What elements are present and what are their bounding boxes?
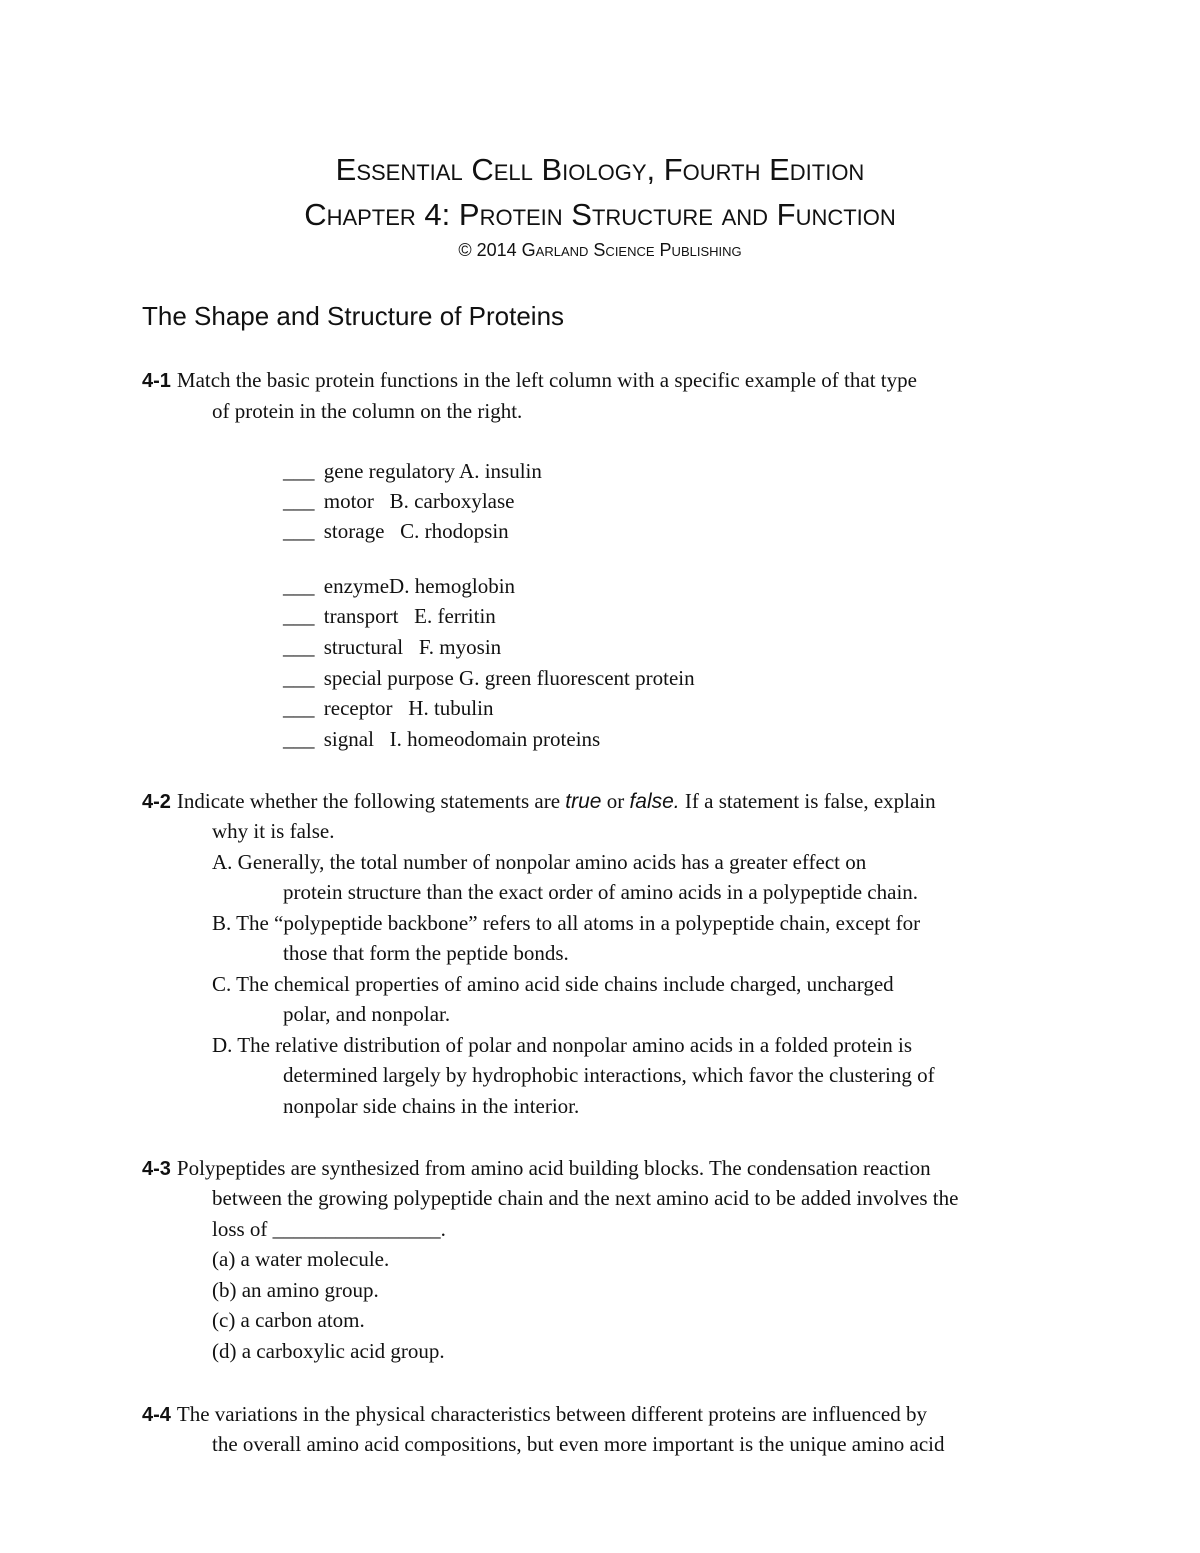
question-text-end: If a statement is false, explain bbox=[684, 789, 936, 813]
answer-blank: ___ bbox=[283, 696, 315, 720]
false-word: false. bbox=[629, 790, 680, 813]
question-text-continued: why it is false. bbox=[212, 819, 335, 843]
question-text: Indicate whether the following statements are bbox=[176, 789, 561, 813]
book-title: Essential Cell Biology, Fourth Edition bbox=[335, 152, 865, 187]
statement-a-continued: protein structure than the exact order of amino acids in a polypeptide chain. bbox=[283, 880, 919, 904]
match-function: structural bbox=[323, 635, 404, 659]
statement-c: C. The chemical properties of amino acid side chains include charged, uncharged bbox=[212, 972, 894, 996]
question-number: 4-3 bbox=[142, 1158, 171, 1180]
statement-d: D. The relative distribution of polar and nonpolar amino acids in a folded protein is bbox=[212, 1033, 913, 1057]
match-row bbox=[283, 726, 600, 752]
true-word: true bbox=[565, 790, 602, 813]
match-function: enzyme bbox=[323, 574, 390, 598]
question-number: 4-4 bbox=[142, 1404, 171, 1426]
option-a: (a) a water molecule. bbox=[212, 1247, 390, 1271]
answer-blank: ___ bbox=[283, 666, 315, 690]
question-text: Match the basic protein functions in the left column with a specific example of that type bbox=[176, 368, 917, 392]
copyright-line: © 2014 Garland Science Publishing bbox=[458, 240, 742, 260]
match-function: signal bbox=[323, 727, 374, 751]
match-row bbox=[283, 665, 695, 691]
statement-b-continued: those that form the peptide bonds. bbox=[283, 941, 569, 965]
match-row bbox=[283, 695, 493, 721]
statement-a: A. Generally, the total number of nonpolar amino acids has a greater effect on bbox=[212, 850, 867, 874]
answer-blank: ___ bbox=[283, 635, 315, 659]
or-word: or bbox=[606, 789, 625, 813]
option-b: (b) an amino group. bbox=[212, 1278, 379, 1302]
statement-d-continued: nonpolar side chains in the interior. bbox=[283, 1094, 580, 1118]
match-function: special purpose bbox=[323, 666, 454, 690]
match-function: storage bbox=[323, 519, 385, 543]
match-row bbox=[283, 573, 515, 599]
match-example: D. hemoglobin bbox=[389, 574, 516, 598]
match-example: B. carboxylase bbox=[389, 489, 515, 513]
question-text: Polypeptides are synthesized from amino acid building blocks. The condensation reaction bbox=[176, 1156, 931, 1180]
question-4-4 bbox=[142, 1401, 927, 1428]
match-function: motor bbox=[323, 489, 374, 513]
option-c: (c) a carbon atom. bbox=[212, 1308, 365, 1332]
match-row bbox=[283, 634, 501, 660]
question-4-2 bbox=[142, 788, 936, 815]
question-text-continued: the overall amino acid compositions, but even more important is the unique amino acid bbox=[212, 1432, 945, 1456]
answer-blank: ___ bbox=[283, 519, 315, 543]
question-4-1 bbox=[142, 367, 917, 394]
question-4-3 bbox=[142, 1155, 931, 1182]
match-function: gene regulatory bbox=[323, 459, 455, 483]
answer-blank: ___ bbox=[283, 489, 315, 513]
chapter-title: Chapter 4: Protein Structure and Function bbox=[304, 197, 896, 232]
match-function: receptor bbox=[323, 696, 393, 720]
match-example: C. rhodopsin bbox=[400, 519, 509, 543]
match-example: H. tubulin bbox=[408, 696, 494, 720]
statement-d-continued: determined largely by hydrophobic interactions, which favor the clustering of bbox=[283, 1063, 935, 1087]
match-row bbox=[283, 518, 509, 544]
answer-blank: ___ bbox=[283, 459, 315, 483]
section-title: The Shape and Structure of Proteins bbox=[142, 301, 565, 331]
question-text-continued: of protein in the column on the right. bbox=[212, 399, 523, 423]
question-number: 4-2 bbox=[142, 791, 171, 813]
match-row bbox=[283, 458, 542, 484]
question-text-continued: between the growing polypeptide chain and the next amino acid to be added involves the bbox=[212, 1186, 959, 1210]
match-row bbox=[283, 603, 496, 629]
answer-blank: ___ bbox=[283, 604, 315, 628]
match-example: A. insulin bbox=[459, 459, 542, 483]
question-text-continued: loss of ________________. bbox=[212, 1217, 446, 1241]
match-example: E. ferritin bbox=[414, 604, 496, 628]
option-d: (d) a carboxylic acid group. bbox=[212, 1339, 445, 1363]
match-example: I. homeodomain proteins bbox=[389, 727, 601, 751]
question-number: 4-1 bbox=[142, 370, 171, 392]
answer-blank: ___ bbox=[283, 727, 315, 751]
match-function: transport bbox=[323, 604, 399, 628]
match-example: G. green fluorescent protein bbox=[459, 666, 695, 690]
match-row bbox=[283, 488, 514, 514]
statement-c-continued: polar, and nonpolar. bbox=[283, 1002, 451, 1026]
question-text: The variations in the physical characteristics between different proteins are influenced by bbox=[176, 1402, 927, 1426]
match-example: F. myosin bbox=[418, 635, 502, 659]
statement-b: B. The “polypeptide backbone” refers to all atoms in a polypeptide chain, except for bbox=[212, 911, 921, 935]
answer-blank: ___ bbox=[283, 574, 315, 598]
